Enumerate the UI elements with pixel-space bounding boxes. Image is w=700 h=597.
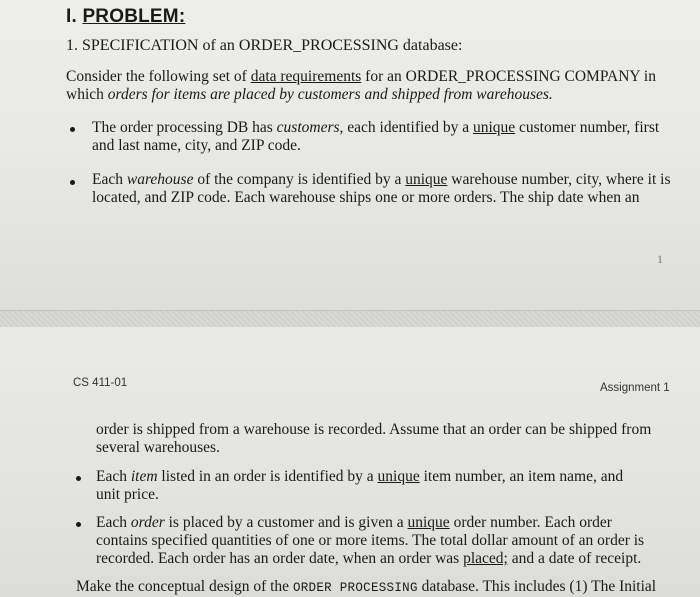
b4-underline-2: placed; [463, 550, 508, 567]
last-mono: ORDER PROCESSING [292, 581, 418, 595]
b1-a: The order processing DB has [92, 119, 277, 136]
last-b: database. This includes (1) The Initial [417, 578, 657, 595]
b1-underline: unique [472, 119, 516, 136]
b1-d: customer number, first and last name, city, and ZIP code. [92, 119, 660, 154]
bullet-dot [70, 127, 75, 132]
continuation-text: order is shipped from a warehouse is recorded. Assume that an order can be shipped from several warehouses. [96, 421, 652, 456]
spec-title: 1. SPECIFICATION of an ORDER_PROCESSING database: [66, 37, 463, 54]
b1-c: , each identified by a [339, 119, 473, 136]
b3-a: Each [96, 468, 131, 485]
b3-c: listed in an order is identified by a [157, 468, 378, 485]
b2-c: of the company is identified by a [193, 171, 406, 188]
heading-title: PROBLEM: [82, 6, 186, 27]
intro-text-1: Consider the following set of [66, 68, 251, 85]
b4-c: is placed by a customer and is given a [164, 514, 408, 531]
heading-number: I. [66, 6, 83, 27]
footer-assignment: Assignment 1 [600, 382, 670, 394]
bullet-item [96, 468, 651, 504]
bullet-warehouse [92, 171, 677, 207]
bullet-order [96, 514, 656, 568]
b2-a: Each [92, 171, 127, 188]
last-line [76, 578, 686, 597]
bullet-customers [92, 119, 667, 155]
b2-underline: unique [405, 171, 448, 188]
b4-underline: unique [407, 514, 450, 531]
section-heading [66, 6, 185, 28]
intro-underlined: data requirements [250, 68, 362, 85]
intro-paragraph [66, 68, 676, 104]
b4-a: Each [96, 514, 131, 531]
intro-italic: orders for items are placed by customers and shipped from warehouses. [107, 86, 553, 103]
page-break [0, 310, 700, 328]
page-number: 1 [657, 252, 663, 266]
b4-e: and a date of receipt. [507, 550, 642, 567]
b3-underline: unique [377, 468, 420, 485]
bullet-dot [76, 476, 81, 481]
b2-italic: warehouse [126, 171, 194, 188]
b4-italic: order [130, 514, 165, 531]
bullet-dot [76, 522, 81, 527]
b2-d: warehouse number, city, where it is located, and ZIP code. Each warehouse ships one or more orders. The ship date when an [92, 171, 671, 206]
footer-course: CS 411-01 [73, 377, 128, 389]
b3-italic: item [130, 468, 158, 485]
last-a: Make the conceptual design of the [76, 578, 293, 595]
b3-d: item number, an item name, and unit price. [96, 468, 624, 503]
b1-italic: customers [276, 119, 340, 136]
intro-text-2: for an ORDER_PROCESSING COMPANY in which [66, 68, 656, 103]
b4-d: order number. Each order contains specified quantities of one or more items. The total dollar amount of an order is recorded. Each order has an order date, when an order was [96, 514, 645, 567]
bullet-dot [70, 180, 75, 185]
